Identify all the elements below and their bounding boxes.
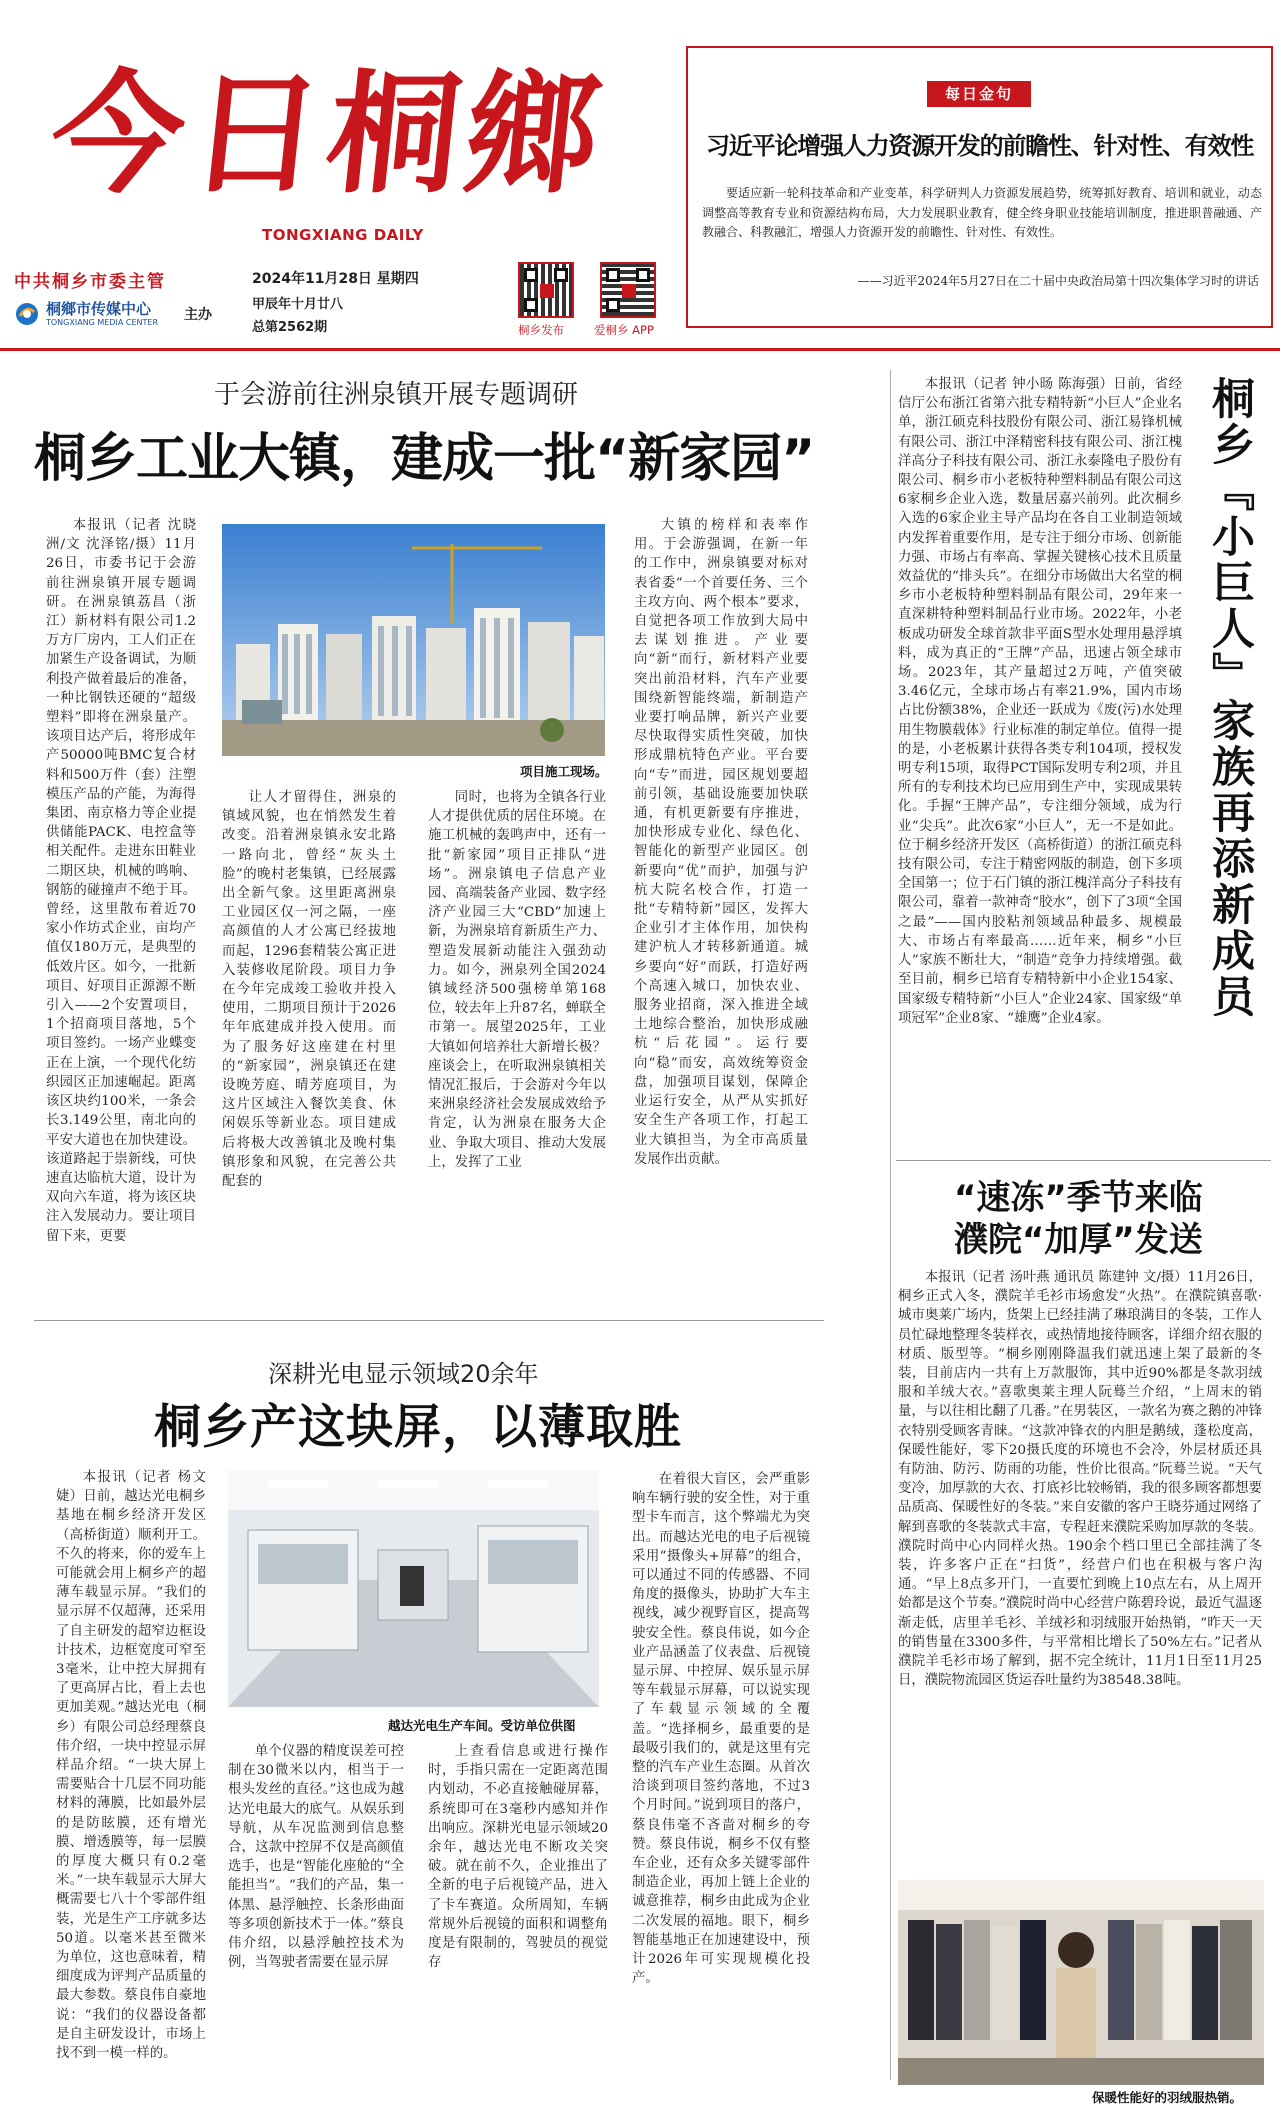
article-column-2 [222, 788, 396, 1318]
photo-down-jackets [898, 1880, 1264, 2085]
issue-number: 总第2562期 [252, 320, 328, 335]
article-text: 本报讯（记者 钟小旸 陈海强）日前，省经信厅公布浙江省第六批专精特新“小巨人”企业名单，浙江硕克科技股份有限公司、浙江易锋机械有限公司、浙江中泽精密科技有限公司、浙江槐洋高分子科技有限公司、浙江永泰隆电子股份有限公司、桐乡市小老板特种塑料制品有限公司这6家桐乡企业入选，数量居嘉兴前列。此次桐乡入选的6家企业主导产品均在各自工业制造领域内发挥着重要作用，是专注于细分市场、创新能力强、市场占有率高、掌握关键核心技术且质量效益优的“排头兵”。在细分市场做出大名堂的桐乡市小老板特种塑料制品有限公司，29年来一直深耕特种塑料制品行业市场。2022年，小老板成功研发全球首款非平面S型水处理用悬浮填料，成为真正的“王牌”产品，迅速占领全球市场。2023年，其产量超过2万吨，产值突破3.46亿元，全球市场占有率21.9%，国内市场占比份额38%，企业还一跃成为《废(污)水处理用生物膜载体》行业标准的制定单位。值得一提的是，小老板累计获得各类专利104项，授权发明专利15项，取得PCT国际发明专利2项，并且所有的专利技术均已应用到生产中，实现成果转化。手握“王牌产品”，专注细分领域，成为行业“尖兵”。此次6家“小巨人”，无一不是如此。位于桐乡经济开发区（高桥街道）的浙江硕克科技有限公司，专注于精密网版的制造，创下多项全国第一；位于石门镇的浙江槐洋高分子科技有限公司，靠着一款神奇“胶水”，创下了3项“全国之最”——国内胶粘剂领域品种最多、规模最大、市场占有率最高……近年来，桐乡“小巨人”家族不断壮大，“制造”竞争力持续增强。截至目前，桐乡已培育专精特新中小企业154家、国家级专精特新“小巨人”企业24家、国家级“单项冠军”企业8家、“雄鹰”企业4家。 [898, 377, 1182, 1026]
article-column-3 [428, 788, 606, 1318]
qr-code-love-tongxiang-app[interactable] [600, 262, 656, 318]
article-kicker: 于会游前往洲泉镇开展专题调研 [214, 380, 579, 410]
masthead [0, 0, 1280, 350]
media-center-name: 桐鄉市传媒中心 [46, 300, 152, 318]
article-column-4 [634, 516, 808, 1316]
daily-quote-body: 要适应新一轮科技革命和产业变革，科学研判人力资源发展趋势，统筹抓好教育、培训和就业，动态调整高等教育专业和资源结构布局，大力发展职业教育，健全终身职业技能培训制度，推进职普融通、产教融合、科教融汇，增强人力资源开发的前瞻性、针对性、有效性。 [702, 186, 1262, 239]
article-text: 上查看信息或进行操作时，手指只需在一定距离范围内划动，不必直接触碰屏幕，系统即可在3毫秒内感知并作出响应。深耕光电显示领域20余年，越达光电不断攻关突破。就在前不久，企业推出了全新的电子后视镜产品，进入了卡车赛道。众所周知，车辆常规外后视镜的面积和调整角度是有限制的，驾驶员的视觉存 [428, 1744, 608, 1971]
article-body [898, 375, 1182, 1145]
photo-caption: 越达光电生产车间。受访单位供图 [388, 1718, 576, 1733]
sponsor-line: 中共桐乡市委主管 [14, 272, 166, 292]
article-text: 本报讯（记者 汤叶燕 通讯员 陈建钟 文/摄）11月26日，桐乡正式入冬，濮院羊毛衫市场愈发“火热”。在濮院镇喜歌·城市奥莱广场内，货架上已经挂满了琳琅满目的冬装，工作人员忙碌地整理冬装样衣，或热情地接待顾客，详细介绍衣服的材质、版型等。“桐乡刚刚降温我们就迅速上架了最新的冬装，目前店内一共有上万款服饰，其中近90%都是冬款羽绒服和羊绒大衣。”喜歌奥莱主理人阮蓦兰介绍，“上周末的销量，与以往相比翻了几番。”在男装区，一款名为赛之鹅的冲锋衣特别受顾客青睐。“这款冲锋衣的内胆是鹅绒，蓬松度高，保暖性能好，零下20摄氏度的环境也不会冷，外层材质还具有防油、防污、防雨的功能，性价比很高。”阮蓦兰说。“天气变冷，加厚款的大衣、打底衫比较畅销，我的很多顾客都想要品质高、保暖性好的冬装。”来自安徽的客户王晓芬通过网络了解到喜歌的冬装款式丰富，专程赶来濮院采购加厚款的冬装。濮院时尚中心内同样火热。190余个档口里已全部挂满了冬装，许多客户正在“扫货”，经营户们也在积极与客户沟通。“早上8点多开门，一直要忙到晚上10点左右，从上周开始都是这个节奏。”濮院时尚中心经营户陈碧玲说，最近气温逐渐走低，店里羊毛衫、羊绒衫和羽绒服开始热销，“昨天一天的销售量在3300多件，与平常相比增长了50%左右。”记者从濮院羊毛衫市场了解到，据不完全统计，11月1日至11月25日，濮院物流园区货运吞吐量约为38548.38吨。 [898, 1270, 1262, 1689]
article-headline: 桐乡产这块屏，以薄取胜 [154, 1400, 682, 1455]
article-text: 让人才留得住，洲泉的镇域风貌，也在悄然发生着改变。沿着洲泉镇永安北路一路向北，曾经“灰头土脸”的晚村老集镇，已经展露出全新气象。这里距离洲泉工业园区仅一河之隔，一座高颜值的人才公寓已经拔地而起，1296套精装公寓正进入装修收尾阶段。项目力争在今年完成竣工验收并投入使用，二期项目预计于2026年年底建成并投入使用。而为了服务好这座建在村里的“新家园”，洲泉镇还在建设晚芳庭、晴芳庭项目，为这片区域注入餐饮美食、休闲娱乐等新业态。项目建成后将极大改善镇北及晚村集镇形象和风貌，在完善公共配套的 [222, 790, 396, 1190]
down-jackets-image [898, 1880, 1264, 2085]
section-divider [34, 1320, 824, 1321]
article-display-screen [0, 1330, 890, 2097]
lunar-date: 甲辰年十月廿八 [252, 297, 344, 312]
article-headline: 桐乡工业大镇，建成一批“新家园” [34, 429, 815, 489]
newspaper-title: 今日桐鄉 [43, 57, 613, 212]
issue-date: 2024年11月28日 星期四 [252, 271, 419, 287]
article-body [898, 1268, 1262, 1873]
photo-caption: 项目施工现场。 [520, 764, 608, 779]
article-column-1 [46, 516, 196, 1316]
article-industrial-town [0, 352, 890, 1292]
article-headline-line1: “速冻”季节来临 [954, 1178, 1203, 1218]
article-column-4 [632, 1470, 810, 2092]
article-text: 同时，也将为全镇各行业人才提供优质的居住环境。在施工机械的轰鸣声中，还有一批“新家园”项目正排队“进场”。洲泉镇电子信息产业园、高端装备产业园、数字经济产业园三大“CBD”加速上新，为洲泉培育新质生产力、塑造发展新动能注入强劲动力。如今，洲泉列全国2024镇域经济500强榜单第168位，较去年上升87名，蝉联全市第一。展望2025年，工业大镇如何培养壮大新增长极？座谈会上，在听取洲泉镇相关情况汇报后，于会游对今年以来洲泉经济社会发展成效给予肯定，认为洲泉在服务大企业、争取大项目、推动大发展上，发挥了工业 [428, 790, 606, 1170]
article-text: 大镇的榜样和表率作用。于会游强调，在新一年的工作中，洲泉镇要对标对表省委“一个首要任务、三个主攻方向、两个根本”要求，自觉把各项工作放到大局中去谋划推进。产业要向“新”而行，新材料产业要突出前沿材料，汽车产业要围绕新智能终端，新制造产业要打响品牌，新兴产业要尽快取得实质性突破，加快形成鼎杭特色产业。平台要向“专”而进，园区规划要超前引领，基础设施要加快联通，有机更新要有序推进，加快形成专业化、绿色化、智能化的新型产业园区。创新要向“优”而护，加强与沪杭大院名校合作，打造一批“专精特新”园区，发挥大企业引才主体作用，加快构建沪杭人才转移新通道。城乡要向“好”而跃，打造好两个高速入城口，加快农业、服务业招商，深入推进全域土地综合整治，加快形成融杭“后花园”。运行要向“稳”而安，高效统筹资金盘，加强项目谋划，保障企业运行安全，从严从实抓好安全生产各项工作，打起工业大镇担当，为全市高质量发展作出贡献。 [634, 518, 808, 1167]
construction-image [222, 524, 605, 756]
daily-quote-source: ——习近平2024年5月27日在二十届中央政治局第十四次集体学习时的讲话 [857, 274, 1259, 288]
article-column-3 [428, 1742, 608, 2092]
article-headline-line2: 濮院“加厚”发送 [954, 1220, 1203, 1260]
article-column-1 [56, 1468, 206, 2093]
article-little-giants [890, 352, 1280, 1147]
media-center-icon [14, 301, 40, 327]
article-headline-vertical: 桐乡『小巨人』家族再添新成员 [1205, 376, 1255, 1020]
article-kicker: 深耕光电显示领域20余年 [268, 1360, 539, 1388]
article-text: 在着很大盲区，会严重影响车辆行驶的安全性，对于重型卡车而言，这个弊端尤为突出。而越达光电的电子后视镜采用“摄像头+屏幕”的组合，可以通过不同的传感器、不同角度的摄像头，协助扩大车主视线，减少视野盲区，提高驾驶安全性。蔡良伟说，如今企业产品涵盖了仪表盘、后视镜显示屏、中控屏、娱乐显示屏等车载显示屏幕，可以说实现了车载显示领域的全覆盖。“选择桐乡，最重要的是最吸引我们的，就是这里有完整的汽车产业生态圈。从首次洽谈到项目签约落地，不过3个月时间。”说到项目的落户，蔡良伟毫不吝啬对桐乡的夸赞。蔡良伟说，桐乡不仅有整车企业，还有众多关键零部件制造企业，再加上链上企业的诚意推荐，桐乡由此成为企业二次发展的福地。眼下，桐乡智能基地正在加速建设中，预计2026年可实现规模化投产。 [632, 1472, 810, 1987]
qr-label-love-tongxiang-app: 爱桐乡 APP [594, 323, 654, 337]
daily-quote-tag: 每日金句 [927, 81, 1031, 107]
photo-caption: 保暖性能好的羽绒服热销。 [1092, 2090, 1243, 2105]
media-center-logo [14, 298, 224, 338]
host-label: 主办 [184, 307, 212, 323]
article-text: 本报讯（记者 沈晓洲/文 沈泽铭/摄）11月26日，市委书记于会游前往洲泉镇开展专题调研。在洲泉镇荔昌（浙江）新材料有限公司1.2万方厂房内，工人们正在加紧生产设备调试，为顺利投产做着最后的准备，一种比钢铁还硬的“超级塑料”即将在洲泉量产。该项目达产后，将形成年产50000吨BMC复合材料和500万件（套）注塑模压产品的产能，为海得集团、南京格力等企业提供储能PACK、电控盒等相关配件。走进东田鞋业二期区块，机械的鸣响、钢筋的碰撞声不绝于耳。曾经，这里散布着近70家小作坊式企业，亩均产值仅180万元，是典型的低效片区。如今，一批新项目、好项目正源源不断引入——2个安置项目，1个招商项目落地，5个项目签约。一场产业蝶变正在上演，一个现代化纺织园区正加速崛起。距离该区块约100米，一条会长3.149公里，南北向的平安大道也在加快建设。该道路起于崇新线，可快速直达临杭大道，设计为双向六车道，将为该区块注入发展动力。要让项目留下来，更要 [46, 518, 196, 1244]
qr-code-tongxiang-release[interactable] [518, 262, 574, 318]
daily-quote-headline: 习近平论增强人力资源开发的前瞻性、针对性、有效性 [706, 132, 1254, 160]
masthead-divider [0, 348, 1280, 351]
article-winter-clothing [890, 1160, 1280, 2105]
workshop-image [228, 1470, 599, 1707]
photo-construction-site [222, 524, 605, 756]
qr-label-tongxiang-release: 桐乡发布 [518, 323, 564, 337]
daily-quote-box [686, 46, 1273, 328]
article-column-2 [228, 1742, 404, 2092]
media-center-name-en: TONGXIANG MEDIA CENTER [46, 318, 159, 327]
article-text: 本报讯（记者 杨文婕）日前，越达光电桐乡基地在桐乡经济开发区（高桥街道）顺利开工。不久的将来，你的爱车上可能就会用上桐乡产的超薄车载显示屏。“我们的显示屏不仅超薄，还采用了自主研发的超窄边框设计技术，边框宽度可窄至3毫米，让中控大屏拥有了更高屏占比，看上去也更加美观。”越达光电（桐乡）有限公司总经理蔡良伟介绍，一块中控显示屏样品介绍。“一块大屏上需要贴合十几层不同功能材料的薄膜，比如最外层的是防眩膜，还有增光膜、增透膜等，每一层膜的厚度大概只有0.2毫米。”一块车载显示大屏大概需要七八十个零部件组装，光是生产工序就多达50道。以毫米甚至微米为单位，这也意味着，精细度成为评判产品质量的最大参数。蔡良伟自豪地说：“我们的仪器设备都是自主研发设计，市场上找不到一模一样的。 [56, 1470, 206, 2062]
photo-production-workshop [228, 1470, 599, 1707]
article-text: 单个仪器的精度误差可控制在30微米以内，相当于一根头发丝的直径。”这也成为越达光电最大的底气。从娱乐到导航，从车况监测到信息整合，这款中控屏不仅是高颜值选手，也是“智能化座舱的“全能担当”。“我们的产品，集一体黑、悬浮触控、长条形曲面等多项创新技术于一体。”蔡良伟介绍，以悬浮触控技术为例，当驾驶者需要在显示屏 [228, 1744, 404, 1971]
newspaper-title-en: TONGXIANG DAILY [262, 226, 424, 244]
